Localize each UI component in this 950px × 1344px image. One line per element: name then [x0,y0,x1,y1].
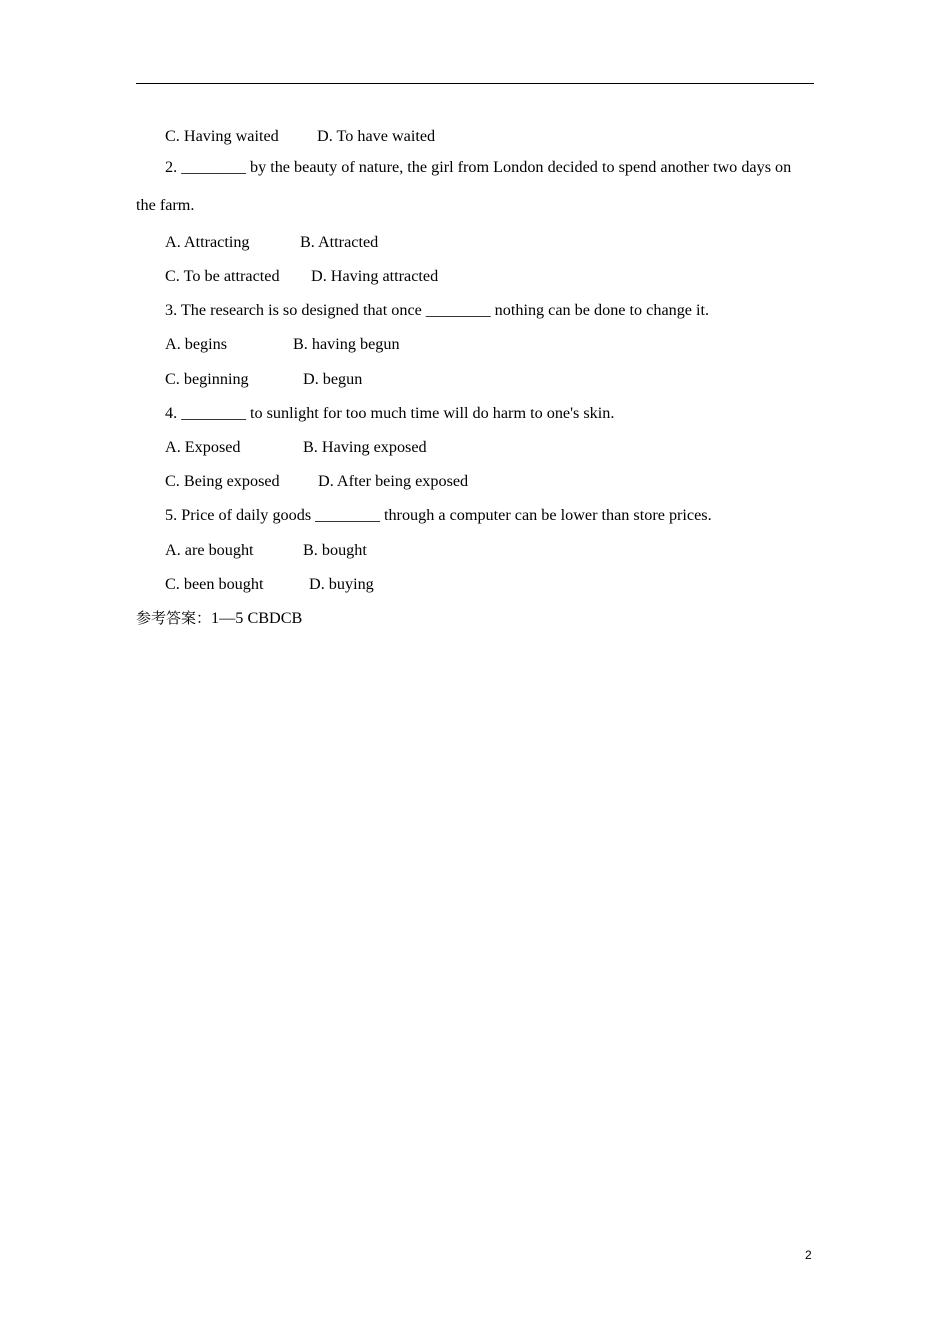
q2-options-ab [136,230,814,264]
q4-option-a: A. Exposed [165,438,241,456]
q3-option-c: C. beginning [165,369,249,388]
document-body [136,124,814,640]
q3-options-ab [136,332,814,366]
q1-options-cd [136,124,814,158]
q3-option-a: A. begins [165,335,228,354]
q4-stem: 4. ________ to sunlight for too much time will do harm to one's skin. [165,403,615,422]
q2-option-d: D. Having attracted [311,267,439,286]
q4-option-d: D. After being exposed [318,472,469,491]
header-rule [136,83,814,84]
q4-option-c: C. Being exposed [165,472,280,491]
q5-option-c: C. been bought [165,574,264,593]
q2-stem-line2: the farm. [136,195,195,214]
q5-stem: 5. Price of daily goods ________ through a computer can be lower than store prices. [165,506,712,525]
q3-option-d: D. begun [303,369,363,388]
q2-option-b: B. Attracted [300,232,379,251]
q3-options-cd [136,367,814,401]
q1-option-c: C. Having waited [165,127,279,145]
q4-options-ab [136,435,814,469]
q2-option-c: C. To be attracted [165,267,280,286]
q1-option-d: D. To have waited [317,127,436,145]
answer-key-value: 1—5 CBDCB [211,608,303,627]
q4-options-cd [136,469,814,503]
answer-key [136,606,814,640]
q5-options-ab [136,538,814,572]
q5-options-cd [136,572,814,606]
q3-stem: 3. The research is so designed that once ________ nothing can be done to change it. [165,301,710,320]
q5-option-a: A. are bought [165,540,254,559]
q2-stem-line1: 2. ________ by the beauty of nature, the girl from London decided to spend another two days on [165,158,792,177]
q4-option-b: B. Having exposed [303,438,427,456]
page-number: 2 [805,1248,812,1262]
q3-option-b: B. having begun [293,335,400,354]
q5-option-d: D. buying [309,574,374,593]
q2-option-a: A. Attracting [165,232,250,251]
q5-option-b: B. bought [303,540,367,559]
answer-key-label: 参考答案： [136,608,212,627]
q2-options-cd [136,264,814,298]
